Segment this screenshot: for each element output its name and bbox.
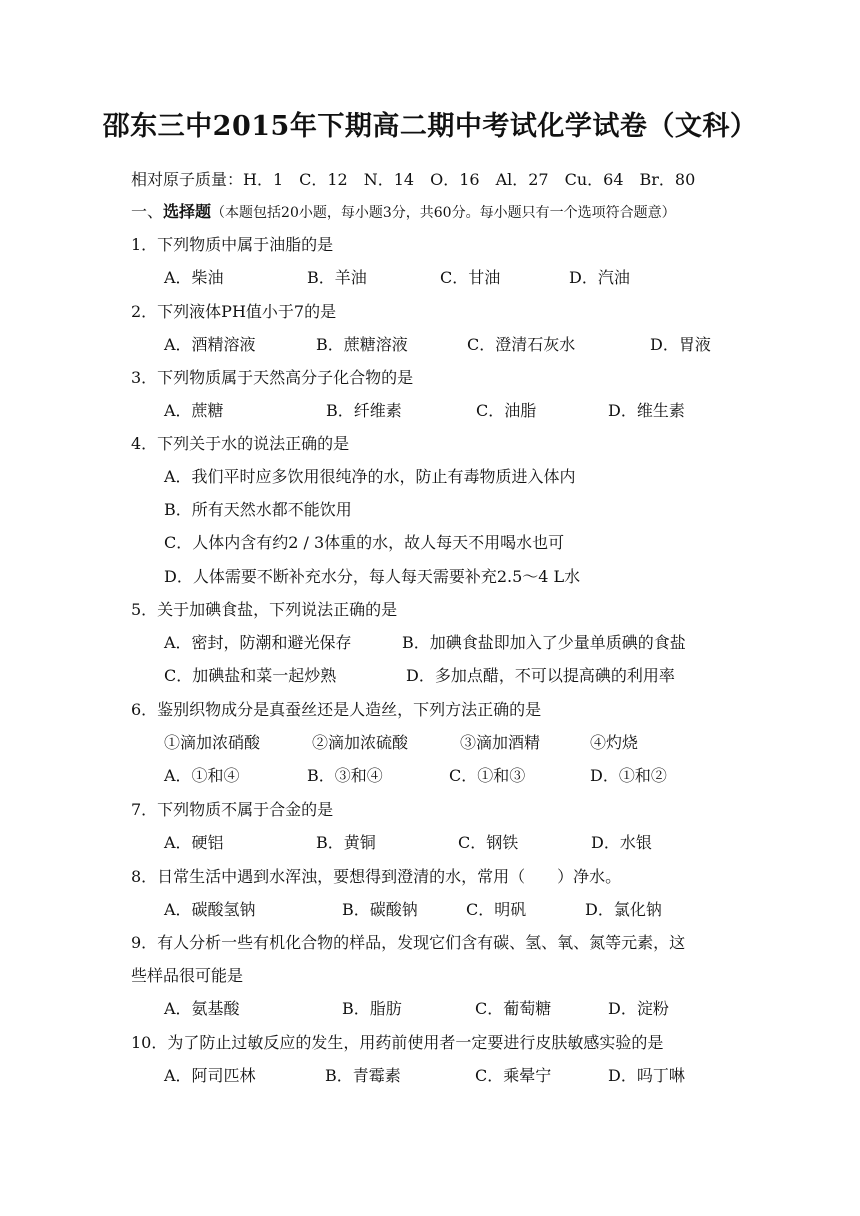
question-stem: 8．日常生活中遇到水浑浊，要想得到澄清的水，常用（ ）净水。 <box>131 867 622 886</box>
option-b: B．③和④ <box>307 766 383 785</box>
method-item: ③滴加酒精 <box>460 733 541 752</box>
question-stem: 9．有人分析一些有机化合物的样品，发现它们含有碳、氢、氧、氮等元素，这 <box>131 933 686 952</box>
exam-title: 邵东三中2015年下期高二期中考试化学试卷（文科） <box>102 111 758 142</box>
option-c: C．澄清石灰水 <box>467 335 576 354</box>
option-a: A．酒精溶液 <box>164 335 256 354</box>
option-b: B．羊油 <box>307 268 367 287</box>
option-a: A．阿司匹林 <box>164 1066 256 1085</box>
option-d: D．①和② <box>590 766 667 785</box>
option-c: C．钢铁 <box>458 833 519 852</box>
option-c: C．葡萄糖 <box>475 999 552 1018</box>
option-c: C．加碘盐和菜一起炒熟 <box>164 666 337 685</box>
question-stem: 4．下列关于水的说法正确的是 <box>131 434 350 453</box>
option-d: D．胃液 <box>650 335 711 354</box>
option-d: D．人体需要不断补充水分，每人每天需要补充2.5～4 L水 <box>164 567 581 586</box>
option-b: B．蔗糖溶液 <box>316 335 408 354</box>
option-c: C．甘油 <box>440 268 501 287</box>
option-a: A．蔗糖 <box>164 401 224 420</box>
option-a: A．碳酸氢钠 <box>164 900 256 919</box>
option-d: D．吗丁啉 <box>608 1066 685 1085</box>
question-stem: 1．下列物质中属于油脂的是 <box>131 235 334 254</box>
option-c: C．乘晕宁 <box>475 1066 552 1085</box>
option-b: B．脂肪 <box>342 999 402 1018</box>
option-d: D．维生素 <box>608 401 685 420</box>
question-stem-continued: 些样品很可能是 <box>131 966 244 985</box>
question-stem: 6．鉴别织物成分是真蚕丝还是人造丝，下列方法正确的是 <box>131 700 542 719</box>
option-d: D．多加点醋，不可以提高碘的利用率 <box>406 666 675 685</box>
section-heading <box>131 199 676 222</box>
section-prefix: 一、 <box>131 202 164 221</box>
option-d: D．水银 <box>591 833 652 852</box>
option-a: A．氨基酸 <box>164 999 240 1018</box>
option-c: C．明矾 <box>466 900 527 919</box>
question-stem: 3．下列物质属于天然高分子化合物的是 <box>131 368 414 387</box>
question-stem: 5．关于加碘食盐，下列说法正确的是 <box>131 600 398 619</box>
option-d: D．氯化钠 <box>585 900 662 919</box>
question-stem: 2．下列液体PH值小于7的是 <box>131 302 337 321</box>
option-a: A．我们平时应多饮用很纯净的水，防止有毒物质进入体内 <box>164 467 576 486</box>
option-b: B．青霉素 <box>325 1066 401 1085</box>
option-c: C．①和③ <box>449 766 526 785</box>
method-item: ④灼烧 <box>590 733 639 752</box>
option-a: A．柴油 <box>164 268 224 287</box>
atomic-masses: 相对原子质量：H．1 C．12 N．14 O．16 Al．27 Cu．64 Br．80 <box>131 170 696 189</box>
option-b: B．加碘食盐即加入了少量单质碘的食盐 <box>402 633 686 652</box>
section-title: 选择题 <box>163 202 212 221</box>
option-b: B．碳酸钠 <box>342 900 418 919</box>
option-a: A．密封，防潮和避光保存 <box>164 633 352 652</box>
option-a: A．①和④ <box>164 766 240 785</box>
option-b: B．所有天然水都不能饮用 <box>164 500 352 519</box>
option-c: C．人体内含有约2 / 3体重的水，故人每天不用喝水也可 <box>164 533 565 552</box>
question-stem: 7．下列物质不属于合金的是 <box>131 800 334 819</box>
option-d: D．汽油 <box>569 268 630 287</box>
option-a: A．硬铝 <box>164 833 224 852</box>
option-d: D．淀粉 <box>608 999 669 1018</box>
method-item: ①滴加浓硝酸 <box>164 733 261 752</box>
section-note: （本题包括20小题，每小题3分，共60分。每小题只有一个选项符合题意） <box>211 205 676 221</box>
question-stem: 10．为了防止过敏反应的发生，用药前使用者一定要进行皮肤敏感实验的是 <box>131 1033 664 1052</box>
option-b: B．纤维素 <box>326 401 402 420</box>
method-item: ②滴加浓硫酸 <box>312 733 409 752</box>
option-b: B．黄铜 <box>316 833 376 852</box>
option-c: C．油脂 <box>476 401 537 420</box>
